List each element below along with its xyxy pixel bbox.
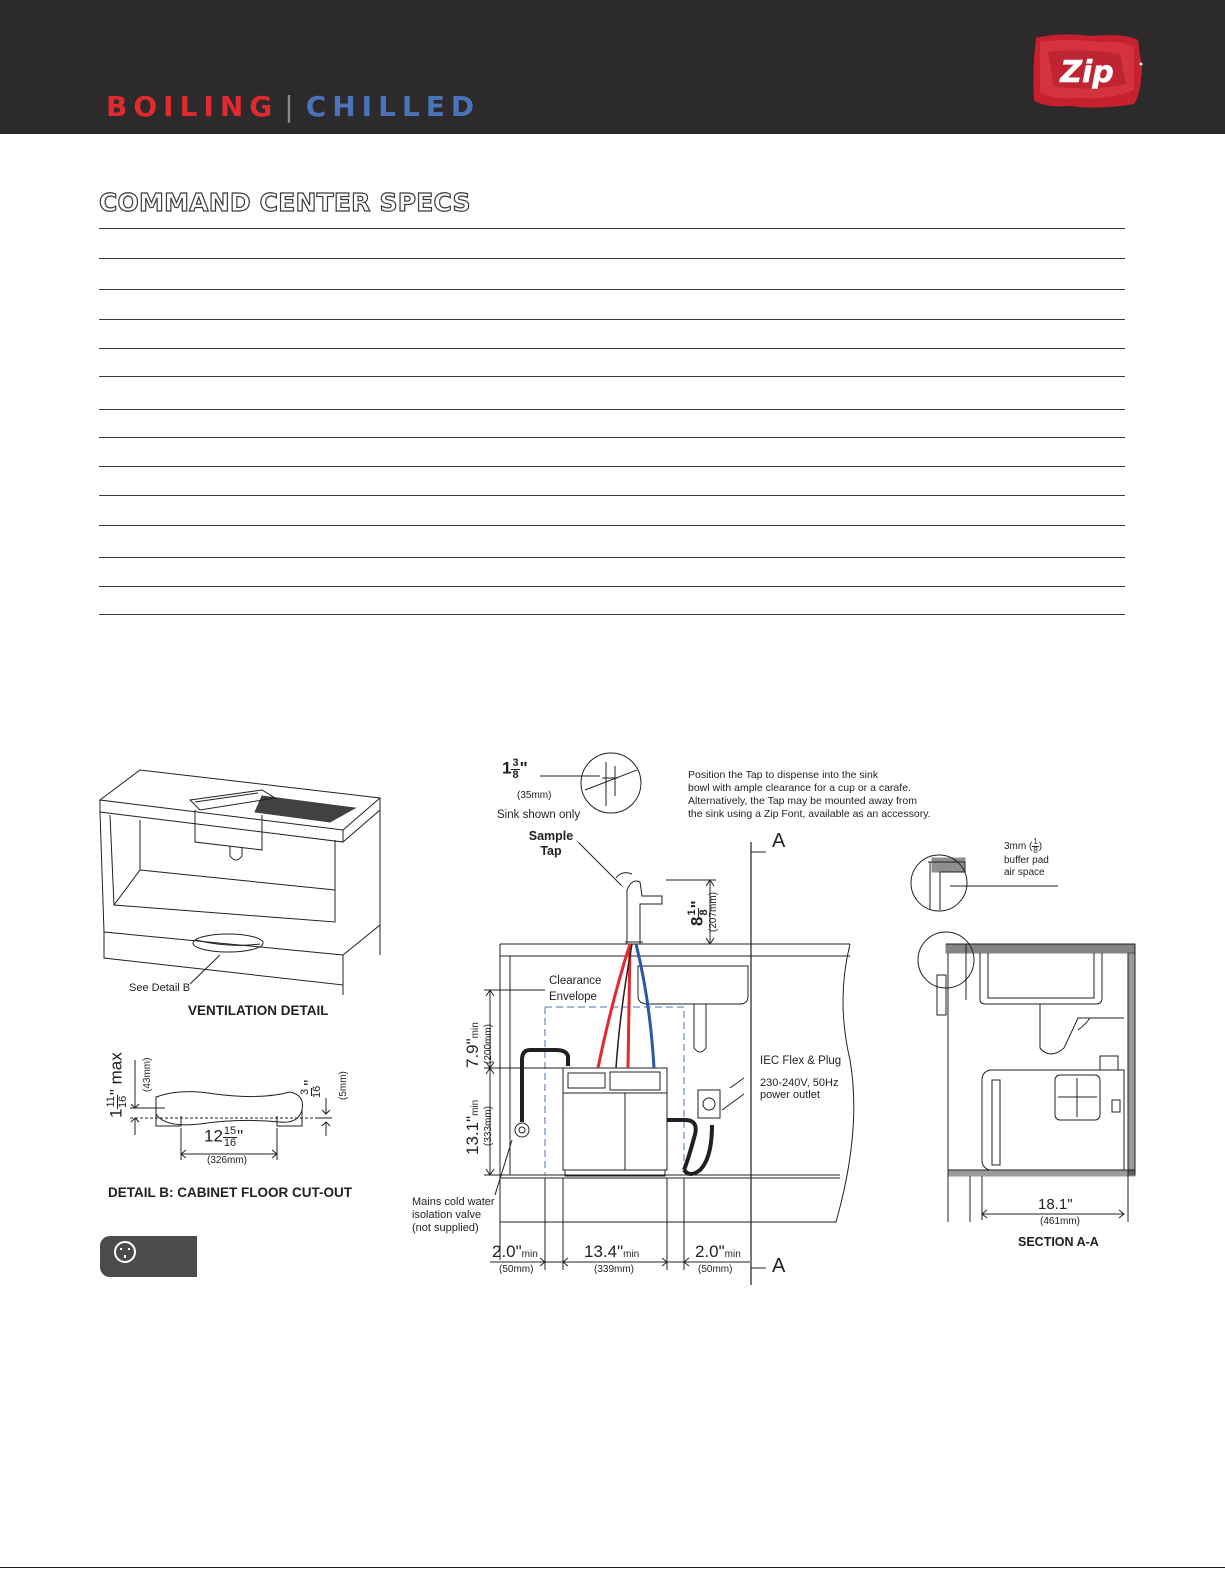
detail-b-height-mm: (43mm)	[142, 1057, 153, 1092]
tap-height-den: 8	[698, 909, 710, 916]
brand-separator: |	[284, 90, 300, 123]
section-depth-dim: 18.1"	[1038, 1196, 1073, 1213]
right-gap-mm: (50mm)	[698, 1264, 733, 1275]
detail-b-title: DETAIL B: CABINET FLOOR CUT-OUT	[108, 1185, 352, 1200]
tap-height-whole: 8	[687, 916, 707, 926]
unit-width-dim	[584, 1242, 639, 1262]
detail-b-gap-suffix: "	[300, 1079, 320, 1086]
power-outlet-text: power outlet	[760, 1089, 820, 1101]
tap-position-line: Alternatively, the Tap may be mounted away from	[688, 795, 917, 807]
buffer-prefix: 3mm (	[1004, 841, 1033, 853]
detail-b-gap-dim	[300, 1080, 323, 1098]
section-depth-mm: (461mm)	[1040, 1216, 1081, 1227]
section-aa-drawing	[911, 855, 1135, 1222]
section-marker-top: A	[772, 830, 786, 852]
tap-offset-mm: (35mm)	[517, 790, 552, 801]
power-outlet-label	[760, 1077, 839, 1101]
section-marker-bottom: A	[772, 1255, 786, 1277]
tap-offset-whole: 1	[502, 758, 512, 778]
tap-height-dim	[687, 900, 710, 926]
unit-height-dim	[463, 1100, 483, 1155]
mains-line: isolation valve	[412, 1209, 482, 1221]
tap-offset-num: 3	[512, 757, 519, 769]
tap-position-note	[688, 769, 931, 821]
power-outlet-icon	[108, 1238, 144, 1274]
section-aa-title: SECTION A-A	[1018, 1235, 1099, 1249]
tap-height-num: 1	[686, 909, 698, 916]
detail-b-height-fraction	[106, 1095, 129, 1108]
detail-b-width-dim	[204, 1126, 243, 1149]
clearance-top-min: min	[470, 1022, 481, 1039]
page-title: COMMAND CENTER SPECS	[99, 188, 471, 217]
detail-b-height-den: 16	[117, 1095, 129, 1108]
detail-b-gap-den: 16	[311, 1085, 323, 1098]
unit-width-value: 13.4"	[584, 1242, 624, 1261]
left-gap-value: 2.0"	[492, 1242, 522, 1261]
mains-line: (not supplied)	[412, 1222, 479, 1234]
left-gap-mm: (50mm)	[499, 1264, 534, 1275]
detail-b-width-mm: (326mm)	[207, 1155, 248, 1166]
buffer-line: air space	[1004, 867, 1045, 878]
see-detail-b-label: See Detail B	[129, 982, 191, 994]
buffer-num: 1	[1033, 837, 1038, 846]
ventilation-detail-title: VENTILATION DETAIL	[188, 1003, 329, 1018]
tap-height-suffix: "	[687, 900, 707, 909]
detail-b-width-fraction	[223, 1126, 237, 1149]
tap-position-line: the sink using a Zip Font, available as an accessory.	[688, 808, 931, 820]
power-spec: 230-240V, 50Hz	[760, 1077, 839, 1089]
tap-position-line: bowl with ample clearance for a cup or a carafe.	[688, 782, 911, 794]
ventilation-cabinet-drawing	[100, 770, 380, 995]
clearance-envelope-label: Clearance Envelope	[549, 975, 602, 1003]
detail-b-gap-fraction	[300, 1086, 323, 1098]
unit-width-min: min	[623, 1249, 640, 1260]
detail-b-height-suffix: " max	[106, 1052, 126, 1096]
detail-b-width-den: 16	[223, 1137, 237, 1149]
buffer-pad-label	[1004, 838, 1049, 879]
detail-b-width-num: 15	[223, 1125, 237, 1137]
unit-height-value: 13.1"	[463, 1115, 482, 1155]
buffer-suffix: )	[1038, 841, 1043, 853]
left-gap-dim	[492, 1242, 538, 1262]
clearance-top-mm: (200mm)	[483, 1023, 494, 1064]
footer-rule	[0, 1567, 1225, 1568]
mains-line: Mains cold water	[412, 1196, 495, 1208]
clearance-top-value: 7.9"	[463, 1038, 482, 1068]
buffer-line: buffer pad	[1004, 855, 1049, 866]
iec-flex-label: IEC Flex & Plug	[760, 1055, 842, 1067]
left-gap-min: min	[521, 1249, 538, 1260]
detail-b-gap-num: 3	[299, 1088, 311, 1095]
unit-height-min: min	[470, 1099, 481, 1116]
right-gap-value: 2.0"	[695, 1242, 725, 1261]
mains-valve-label	[412, 1196, 495, 1235]
tap-offset-fraction	[511, 758, 519, 781]
detail-b-width-whole: 12	[204, 1126, 223, 1146]
right-gap-dim	[695, 1242, 741, 1262]
tap-height-mm: (207mm)	[708, 891, 719, 932]
right-gap-min: min	[724, 1249, 741, 1260]
sample-tap-label: Sample Tap	[528, 829, 574, 858]
tap-position-line: Position the Tap to dispense into the sink	[688, 769, 879, 781]
detail-b-height-whole: 1	[106, 1108, 126, 1118]
clearance-top-dim	[463, 1022, 483, 1068]
tap-offset-den: 8	[512, 769, 519, 781]
detail-b-height-num: 11	[105, 1096, 117, 1108]
tap-offset-suffix: "	[519, 758, 528, 778]
tap-height-fraction	[687, 908, 710, 916]
detail-b-height-dim	[106, 1052, 129, 1118]
brand-chilled: CHILLED	[305, 90, 481, 123]
tap-offset-dim	[502, 758, 528, 781]
logo-text: Zip	[1060, 55, 1114, 90]
sink-shown-note: Sink shown only	[497, 809, 581, 821]
unit-height-mm: (333mm)	[483, 1105, 494, 1146]
detail-b-width-suffix: "	[237, 1126, 244, 1146]
detail-b-gap-mm: (5mm)	[338, 1071, 349, 1100]
unit-width-mm: (339mm)	[594, 1264, 635, 1275]
buffer-den: 8	[1033, 846, 1038, 855]
brand-boiling: BOILING	[106, 90, 279, 123]
